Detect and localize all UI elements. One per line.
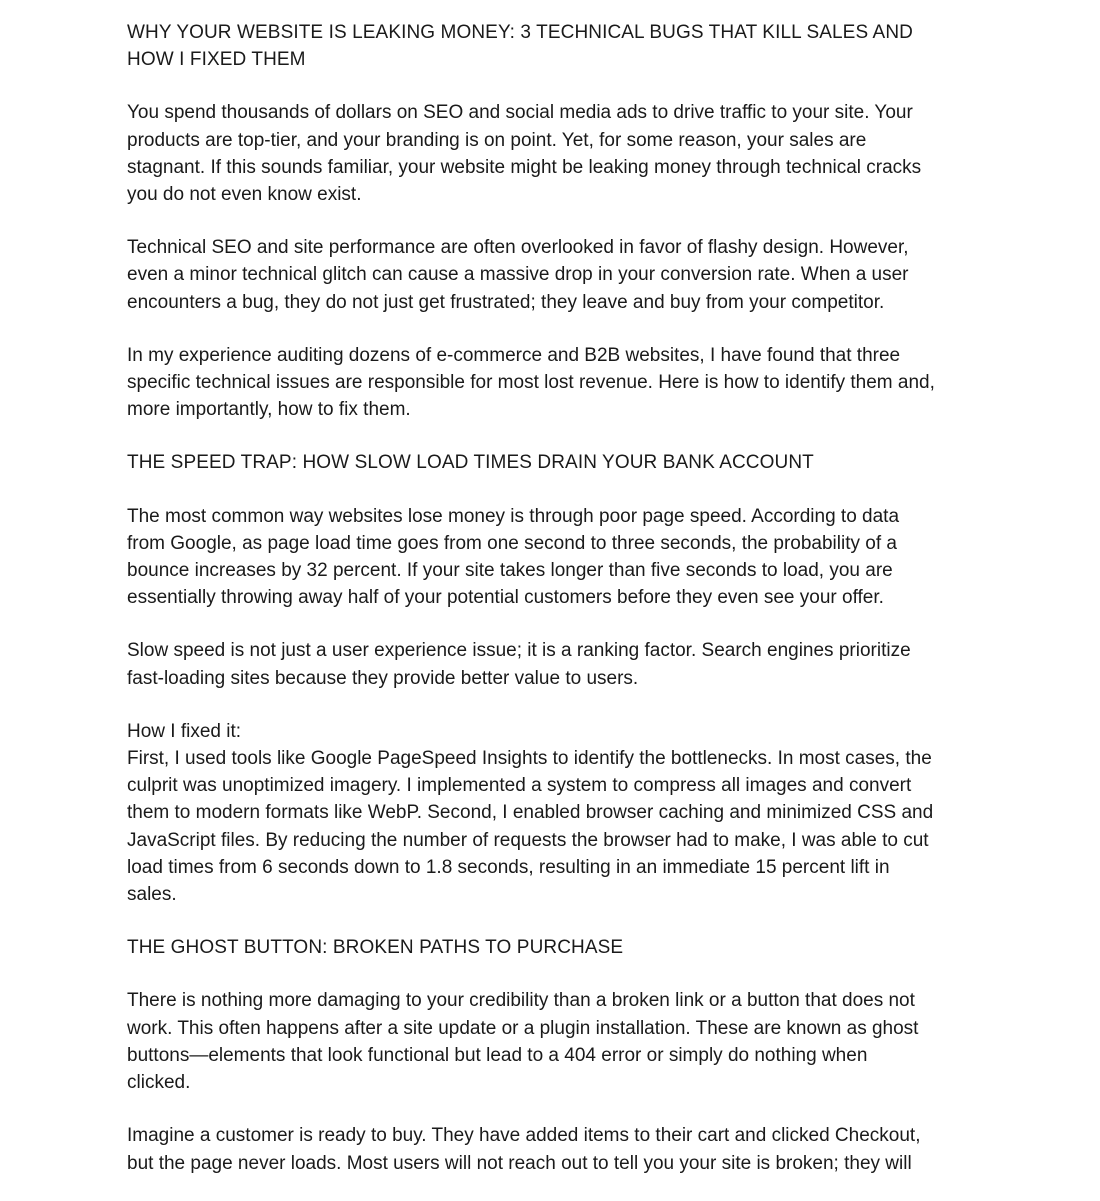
text-line: JavaScript files. By reducing the number of requests the browser had to make, I was able to cut	[127, 829, 929, 851]
text-line: The most common way websites lose money is through poor page speed. According to data	[127, 505, 900, 527]
text-line: clicked.	[127, 1072, 191, 1094]
text-line: essentially throwing away half of your potential customers before they even see your offer.	[127, 587, 884, 609]
title-line: WHY YOUR WEBSITE IS LEAKING MONEY: 3 TECHNICAL BUGS THAT KILL SALES AND	[127, 22, 913, 43]
text-line: them to modern formats like WebP. Second, I enabled browser caching and minimized CSS and	[127, 802, 934, 824]
text-line: load times from 6 seconds down to 1.8 seconds, resulting in an immediate 15 percent lift in	[127, 856, 890, 878]
text-line: You spend thousands of dollars on SEO and social media ads to drive traffic to your site. Your	[127, 102, 913, 124]
title-line: HOW I FIXED THEM	[127, 49, 306, 71]
text-line: Technical SEO and site performance are often overlooked in favor of flashy design. However,	[127, 237, 909, 259]
intro-paragraph-2	[127, 234, 977, 316]
text-line: sales.	[127, 884, 177, 906]
intro-paragraph-1	[127, 99, 977, 208]
speed-trap-paragraph-2	[127, 637, 977, 691]
section-heading: THE SPEED TRAP: HOW SLOW LOAD TIMES DRAIN YOUR BANK ACCOUNT	[127, 452, 814, 474]
text-line: but the page never loads. Most users will not reach out to tell you your site is broken; they will	[127, 1152, 912, 1174]
text-line: specific technical issues are responsible for most lost revenue. Here is how to identify them and,	[127, 372, 935, 394]
text-line: encounters a bug, they do not just get frustrated; they leave and buy from your competitor.	[127, 291, 885, 313]
text-line: culprit was unoptimized imagery. I implemented a system to compress all images and convert	[127, 775, 912, 797]
text-line: buttons—elements that look functional but lead to a 404 error or simply do nothing when	[127, 1044, 868, 1066]
text-line: even a minor technical glitch can cause a massive drop in your conversion rate. When a user	[127, 264, 909, 286]
speed-trap-fix	[127, 718, 977, 908]
text-line: products are top-tier, and your branding is on point. Yet, for some reason, your sales are	[127, 129, 867, 151]
text-line: There is nothing more damaging to your credibility than a broken link or a button that does not	[127, 990, 915, 1012]
text-line: bounce increases by 32 percent. If your site takes longer than five seconds to load, you are	[127, 560, 893, 582]
text-line: from Google, as page load time goes from one second to three seconds, the probability of a	[127, 532, 897, 554]
text-line: you do not even know exist.	[127, 184, 362, 206]
intro-paragraph-3	[127, 342, 977, 424]
fix-label: How I fixed it:	[127, 720, 242, 742]
text-line: Slow speed is not just a user experience issue; it is a ranking factor. Search engines prioritize	[127, 640, 911, 662]
text-line: more importantly, how to fix them.	[127, 399, 411, 421]
text-line: In my experience auditing dozens of e-commerce and B2B websites, I have found that three	[127, 344, 901, 366]
text-line: stagnant. If this sounds familiar, your website might be leaking money through technical cracks	[127, 156, 922, 178]
section-heading: THE GHOST BUTTON: BROKEN PATHS TO PURCHASE	[127, 937, 624, 959]
document-page	[127, 19, 977, 1177]
speed-trap-paragraph-1	[127, 503, 977, 612]
ghost-button-paragraph-2	[127, 1122, 977, 1176]
text-line: fast-loading sites because they provide better value to users.	[127, 667, 639, 689]
section-heading-ghost-button	[127, 934, 977, 961]
ghost-button-paragraph-1	[127, 987, 977, 1096]
text-line: First, I used tools like Google PageSpeed Insights to identify the bottlenecks. In most cases, the	[127, 748, 932, 770]
section-heading-speed-trap	[127, 449, 977, 476]
text-line: Imagine a customer is ready to buy. They have added items to their cart and clicked Checkout,	[127, 1125, 921, 1147]
article-title	[127, 19, 977, 73]
text-line: work. This often happens after a site update or a plugin installation. These are known as ghost	[127, 1017, 919, 1039]
